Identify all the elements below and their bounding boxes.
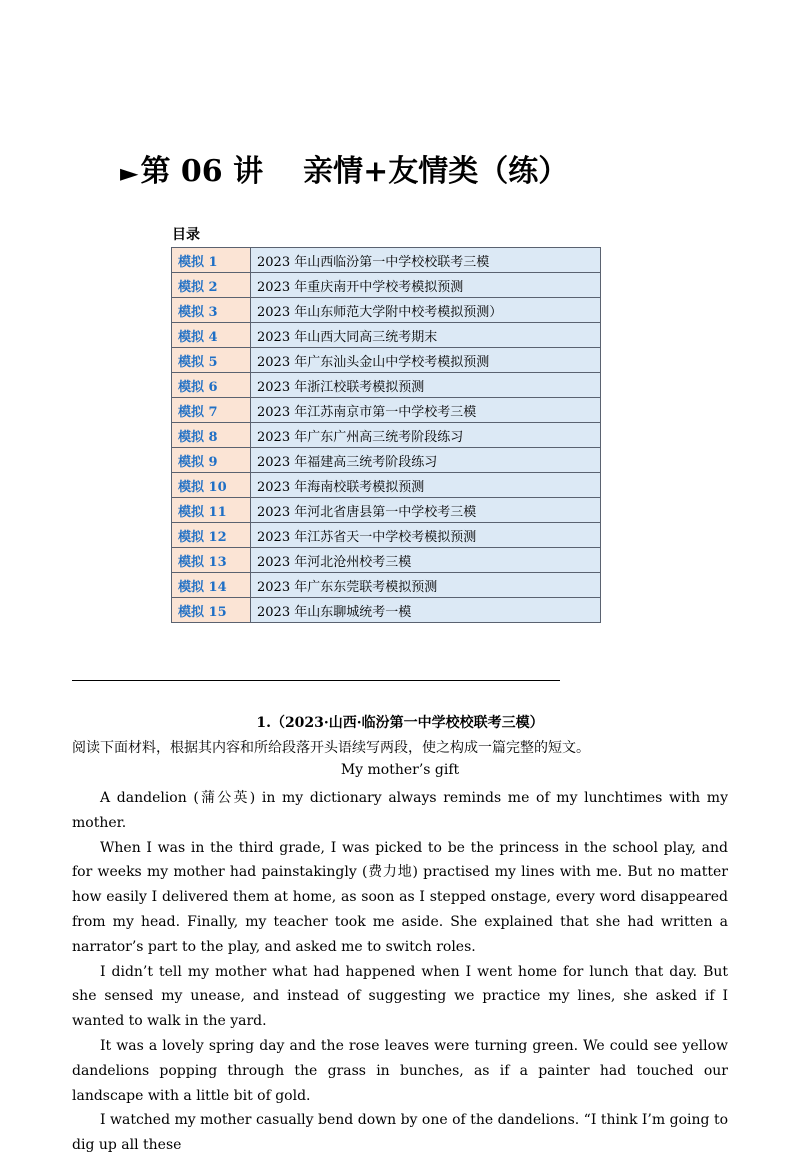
- toc-link[interactable]: 模拟 14: [172, 573, 251, 598]
- question-heading: 1.（2023·山西·临汾第一中学校校联考三模）: [256, 715, 544, 731]
- toc-entry-title: 2023 年广东广州高三统考阶段练习: [251, 423, 601, 448]
- passage-paragraph: When I was in the third grade, I was picked to be the princess in the school play, and for weeks my mother had painstakingly (费力地) practised my lines with me. But no matter how easily I delivered them at home, as soon as I stepped onstage, every word disappeared from my head. Finally, my teacher took me aside. She explained that she had written a narrator’s part to the play, and asked me to switch roles.: [72, 839, 728, 955]
- lecture-topic: 亲情+友情类（练）: [303, 154, 569, 189]
- passage-paragraph: I watched my mother casually bend down by one of the dandelions. “I think I’m going to dig up all these: [72, 1112, 728, 1154]
- toc-link[interactable]: 模拟 4: [172, 323, 251, 348]
- toc-link[interactable]: 模拟 13: [172, 548, 251, 573]
- toc-entry-title: 2023 年福建高三统考阶段练习: [251, 448, 601, 473]
- toc-row[interactable]: [172, 323, 601, 348]
- toc-entry-title: 2023 年河北省唐县第一中学校考三模: [251, 498, 601, 523]
- toc-link[interactable]: 模拟 10: [172, 473, 251, 498]
- toc-row[interactable]: [172, 273, 601, 298]
- toc-entry-title: 2023 年广东东莞联考模拟预测: [251, 573, 601, 598]
- toc-link[interactable]: 模拟 12: [172, 523, 251, 548]
- toc-table: [171, 247, 601, 623]
- toc-row[interactable]: [172, 298, 601, 323]
- toc-link[interactable]: 模拟 2: [172, 273, 251, 298]
- toc-label: 目录: [172, 227, 200, 243]
- toc-entry-title: 2023 年山西大同高三统考期末: [251, 323, 601, 348]
- toc-row[interactable]: [172, 248, 601, 273]
- passage-body: [72, 786, 728, 1158]
- toc-entry-title: 2023 年重庆南开中学校考模拟预测: [251, 273, 601, 298]
- toc-entry-title: 2023 年广东汕头金山中学校考模拟预测: [251, 348, 601, 373]
- toc-entry-title: 2023 年山东师范大学附中校考模拟预测）: [251, 298, 601, 323]
- toc-link[interactable]: 模拟 9: [172, 448, 251, 473]
- toc-entry-title: 2023 年海南校联考模拟预测: [251, 473, 601, 498]
- toc-row[interactable]: [172, 598, 601, 623]
- toc-row[interactable]: [172, 523, 601, 548]
- passage-paragraph: It was a lovely spring day and the rose leaves were turning green. We could see yellow dandelions popping through the grass in bunches, as if a painter had touched our landscape with a little bit of gold.: [72, 1037, 728, 1104]
- toc-row[interactable]: [172, 348, 601, 373]
- toc-row[interactable]: [172, 498, 601, 523]
- toc-entry-title: 2023 年浙江校联考模拟预测: [251, 373, 601, 398]
- passage-paragraph: I didn’t tell my mother what had happened when I went home for lunch that day. But she sensed my unease, and instead of suggesting we practice my lines, she asked if I wanted to walk in the yard.: [72, 963, 728, 1030]
- toc-row[interactable]: [172, 398, 601, 423]
- toc-link[interactable]: 模拟 15: [172, 598, 251, 623]
- passage-paragraph: A dandelion (蒲公英) in my dictionary always reminds me of my lunchtimes with my mother.: [72, 790, 728, 831]
- toc-row[interactable]: [172, 448, 601, 473]
- toc-link[interactable]: 模拟 7: [172, 398, 251, 423]
- toc-row[interactable]: [172, 473, 601, 498]
- toc-link[interactable]: 模拟 1: [172, 248, 251, 273]
- toc-row[interactable]: [172, 573, 601, 598]
- lecture-number: 第 06 讲: [140, 154, 264, 189]
- toc-link[interactable]: 模拟 11: [172, 498, 251, 523]
- arrow-icon: ►: [120, 158, 139, 187]
- toc-entry-title: 2023 年江苏南京市第一中学校考三模: [251, 398, 601, 423]
- toc-row[interactable]: [172, 548, 601, 573]
- passage-title: My mother’s gift: [340, 762, 460, 778]
- toc-link[interactable]: 模拟 6: [172, 373, 251, 398]
- toc-row[interactable]: [172, 373, 601, 398]
- toc-entry-title: 2023 年河北沧州校考三模: [251, 548, 601, 573]
- toc-link[interactable]: 模拟 3: [172, 298, 251, 323]
- toc-link[interactable]: 模拟 8: [172, 423, 251, 448]
- divider: [72, 680, 560, 681]
- toc-entry-title: 2023 年山西临汾第一中学校校联考三模: [251, 248, 601, 273]
- toc-row[interactable]: [172, 423, 601, 448]
- question-instruction: 阅读下面材料，根据其内容和所给段落开头语续写两段，使之构成一篇完整的短文。: [72, 740, 590, 756]
- page-title: [120, 146, 568, 190]
- toc-link[interactable]: 模拟 5: [172, 348, 251, 373]
- toc-entry-title: 2023 年江苏省天一中学校考模拟预测: [251, 523, 601, 548]
- toc-entry-title: 2023 年山东聊城统考一模: [251, 598, 601, 623]
